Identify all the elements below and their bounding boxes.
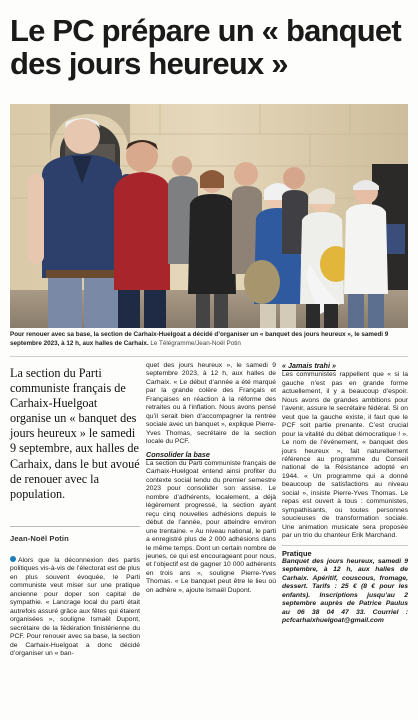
subhead-jamais-trahi: « Jamais trahi » xyxy=(282,361,336,370)
col1-text: Alors que la déconnexion des partis politiques vis-à-vis de l’électorat est de plus en plus souvent évoquée, le Parti communiste veut miser sur une pratique ancienne pour doper son capital de sympathie. « Lancrage local du parti était autrefois assuré grâce aux fêtes qui étaient organisées », souligne Ismaël Dupont, secrétaire de la fédération finistérienne du PCF. Pour renouer avec sa base, la section de Carhaix-Huelgoat a donc décidé d’organiser un « ban- xyxy=(10,557,140,657)
article-column-3 xyxy=(282,362,408,627)
pratique-title: Pratique xyxy=(282,548,312,558)
subhead-consolider: Consolider la base xyxy=(146,449,210,459)
byline-divider xyxy=(10,526,140,527)
caption-text: Pour renouer avec sa base, la section de Carhaix-Huelgoat a décidé d’organiser un « banquet des jours heureux », le samedi 9 septembre 2023, à 12 h, aux halles de Carhaix. xyxy=(10,331,389,347)
col2-paragraph-1: quet des jours heureux », le samedi 9 septembre 2023, à 12 h, aux halles de Carhaix. « Le début d’année a été marqué par la grande colère des Français et Françaises en réaction à la réforme des retraites ou à l’inflation. Nous avons pensé qu’il serait bien d’accompagner la rentrée sociale avec un banquet », explique Pierre-Yves Thomas, secrétaire de la section locale du PCF. xyxy=(146,362,276,446)
col3-paragraph-1: Les communistes rappellent que « si la gauche n’est pas en grande forme actuellement, il y a beaucoup d’espoir. Nous avons de grandes ambitions pour l’avenir, assure le secrétaire fédéral. Si on veut que la gauche existe, il faut que le PCF soit partie prenante. C’est crucial pour la vitalité du débat démocratique ! ». Le nom de l’événement, « banquet des jours heureux », fait naturellement référence au programme du Conseil national de la Résistance adopté en 1944. « Un programme qui a donné beaucoup de satisfactions au niveau social », insiste Pierre-Yves Thomas. Le repas est ouvert à tous : communistes, sympathisants, ou toutes personnes soucieuses de transformation sociale. Une animation musicale sera proposée par un trio du chanteur Erik Marchand. xyxy=(282,371,408,540)
byline: Jean-Noël Potin xyxy=(10,534,69,543)
pratique-divider xyxy=(282,545,408,546)
group-photo xyxy=(10,104,408,328)
photo-credit: Le Télégramme/Jean-Noël Potin xyxy=(150,339,241,347)
article-column-1 xyxy=(10,556,140,660)
bullet-icon xyxy=(10,556,16,562)
headline: Le PC prépare un « banquet des jours heureux » xyxy=(10,13,401,81)
photo-caption xyxy=(10,331,408,348)
caption-divider xyxy=(10,356,408,357)
chapo: La section du Parti communiste français de Carhaix-Huelgoat organise un « banquet des jours heureux » le samedi 9 septembre, aux halles de Carhaix, dans le but avoué de renouer avec la population. xyxy=(10,366,140,501)
article-column-2 xyxy=(146,362,276,597)
col2-paragraph-2: La section du Parti communiste français de Carhaix-Huelgoat entend ainsi profiter du contexte social tendu du premier semestre 2023 pour consolider son assise. Le nombre d’adhérents, localement, a déjà légèrement progressé, la section ayant reçu cinq nouvelles adhésions depuis le début de l’année, pour atteindre environ une trentaine. « Au niveau national, le parti a enregistré plus de 2 000 adhésions dans le même temps. Dont un certain nombre de jeunes, ce qui est encourageant pour nous, et l’objectif est de gagner 10 000 adhérents en trois ans », souligne Pierre-Yves Thomas. « Le banquet peut être le lieu où on adhère », ajoute Ismaël Dupont. xyxy=(146,459,276,594)
pratique-info: Banquet des jours heureux, samedi 9 septembre, à 12 h, aux halles de Carhaix. Apéritif, couscous, fromage, dessert. Tarifs : 25 € (8 € pour les enfants). Inscriptions jusqu’au 2 septembre auprès de Patrice Paulus au 06 38 04 47 33. Courriel : pcfcarhaixhuelgoat@gmail.com xyxy=(282,557,408,625)
